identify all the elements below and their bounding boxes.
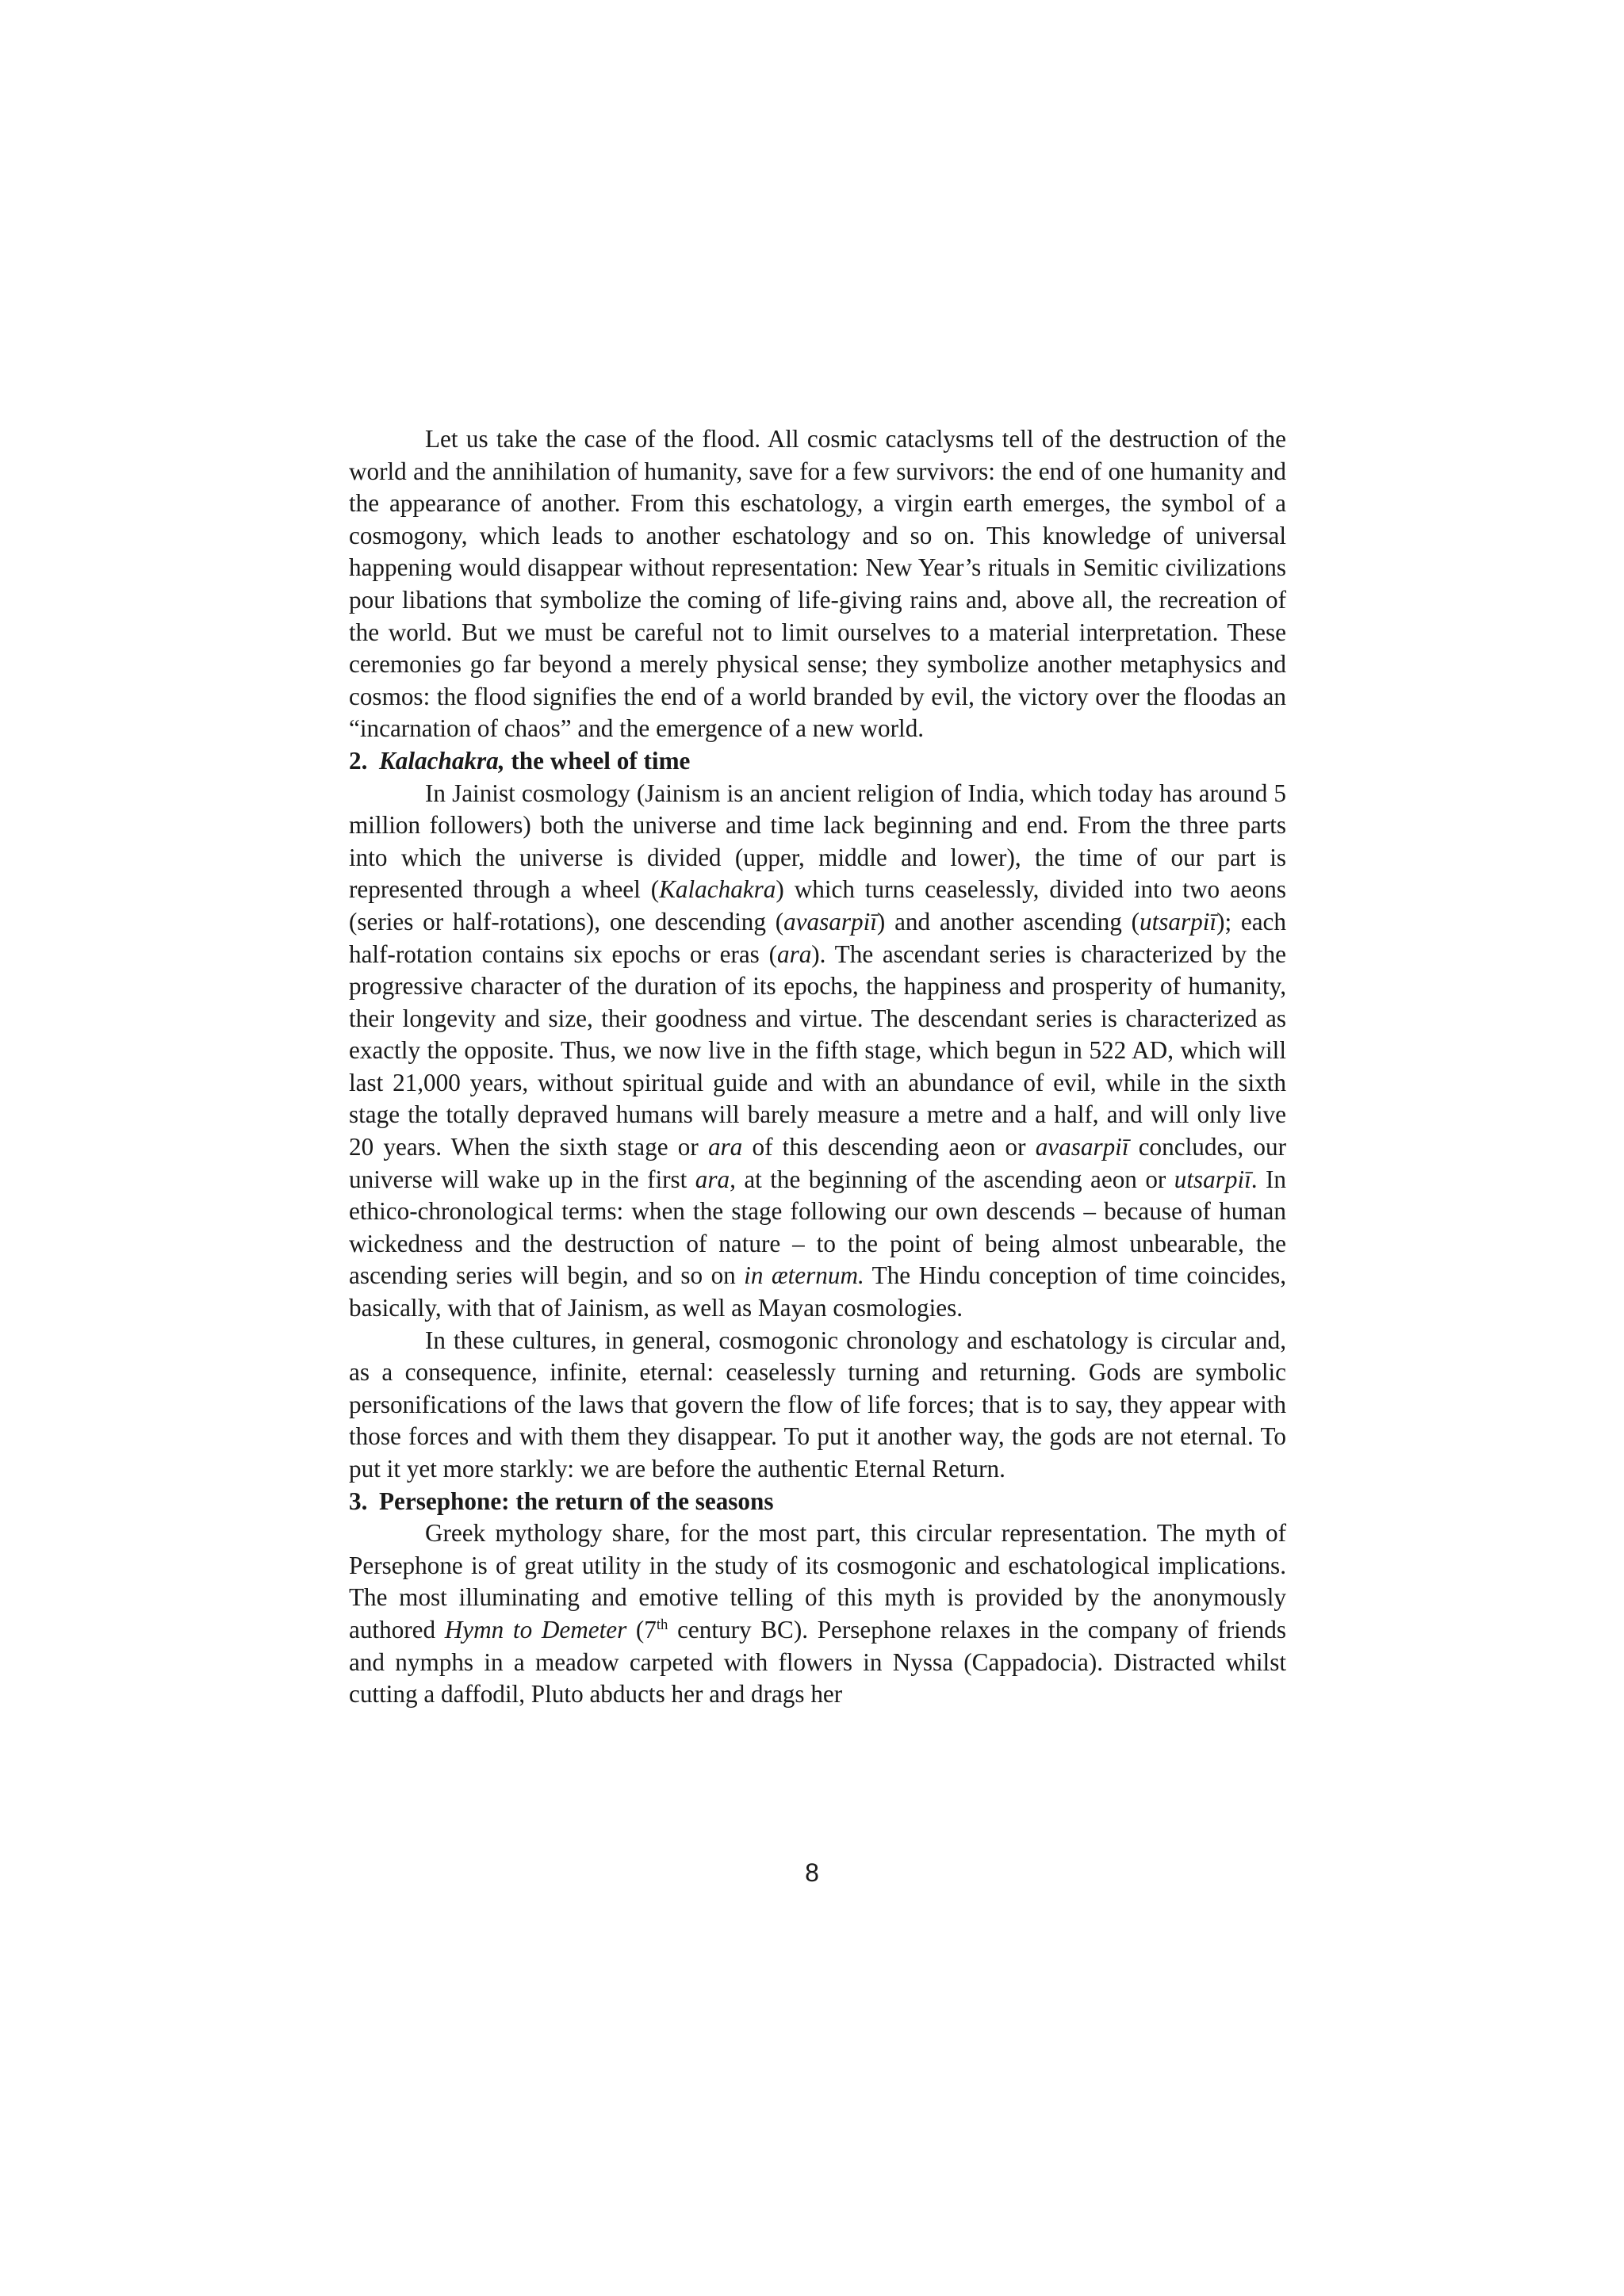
- section-heading-kalachakra: [349, 745, 1286, 778]
- paragraph-persephone-myth: [349, 1517, 1286, 1711]
- text-run: In Jainist cosmology (Jainism is an ancient religion of India, which today has around 5 million followers) both the universe and time lack beginning and end. From the three parts into which the universe is divided (upper, middle and lower), the time of our part is represented through a wheel (: [349, 779, 1286, 904]
- italic-term: avasarpiī: [783, 907, 877, 936]
- page-number: 8: [805, 1858, 819, 1887]
- italic-term: avasarpiī: [1035, 1133, 1129, 1161]
- section-number: 3.: [349, 1487, 368, 1515]
- italic-term: ara: [707, 1133, 743, 1161]
- text-run: at the beginning of the ascending aeon or: [735, 1165, 1174, 1193]
- body-text: [349, 423, 1286, 1711]
- section-title: the wheel of time: [504, 746, 691, 775]
- text-run: of this descending aeon or: [742, 1133, 1036, 1161]
- paragraph-flood: Let us take the case of the flood. All cosmic cataclysms tell of the destruction of the world and the annihilation of humanity, save for a few survivors: the end of one humanity and the appearance of another. From this eschatology, a virgin earth emerges, the symbol of a cosmogony, which leads to another eschatology and so on. This knowledge of universal happening would disappear without representation: New Year’s rituals in Semitic civilizations pour libations that symbolize the coming of life-giving rains and, above all, the recreation of the world. But we must be careful not to limit ourselves to a material interpretation. These ceremonies go far beyond a merely physical sense; they symbolize another metaphysics and cosmos: the flood signifies the end of a world branded by evil, the victory over the floodas an “incarnation of chaos” and the emergence of a new world.: [349, 425, 1286, 743]
- italic-term: in æternum.: [744, 1261, 864, 1290]
- section-title: Persephone: the return of the seasons: [379, 1487, 774, 1515]
- text-run: ); each half-rotation contains six epochs or eras (: [349, 907, 1286, 968]
- italic-term: Kalachakra: [659, 875, 776, 904]
- text-run: The Hindu conception of time coincides, basically, with that of Jainism, as well as Mayan cosmologies.: [349, 1261, 1287, 1322]
- section-title-italic: Kalachakra,: [379, 746, 505, 775]
- text-run: (7: [626, 1615, 657, 1644]
- section-heading-persephone: [349, 1486, 1286, 1518]
- section-number: 2.: [349, 746, 368, 775]
- superscript: th: [656, 1616, 668, 1633]
- italic-term: utsarpiī: [1139, 907, 1217, 936]
- text-run: ) which turns ceaselessly, divided into two aeons (series or half-rotations), one descending (: [349, 875, 1286, 936]
- italic-term: ara,: [695, 1165, 736, 1193]
- paragraph-jainist-cosmology: [349, 778, 1286, 1325]
- italic-term: ara: [776, 939, 812, 968]
- text-run: concludes, our universe will wake up in the first: [349, 1133, 1286, 1193]
- italic-term: utsarpiī: [1174, 1165, 1251, 1193]
- text-run: century BC). Persephone relaxes in the company of friends and nymphs in a meadow carpeted with flowers in Nyssa (Cappadocia). Distracted whilst cutting a daffodil, Pluto abducts her and drags her: [349, 1615, 1286, 1709]
- text-run: ). The ascendant series is characterized by the progressive character of the duration of its epochs, the happiness and prosperity of humanity, their longevity and size, their goodness and virtue. The descendant series is characterized as exactly the opposite. Thus, we now live in the fifth stage, which begun in 522 AD, which will last 21,000 years, without spiritual guide and with an abundance of evil, while in the sixth stage the totally depraved humans will barely measure a metre and a half, and will only live 20 years. When the sixth stage or: [349, 939, 1286, 1161]
- text-run: . In ethico-chronological terms: when the stage following our own descends – because of human wickedness and the destruction of nature – to the point of being almost unbearable, the ascending series will begin, and so on: [349, 1165, 1287, 1290]
- text-run: Greek mythology share, for the most part, this circular representation. The myth of Persephone is of great utility in the study of its cosmogonic and eschatological implications. The most illuminating and emotive telling of this myth is provided by the anonymously authored: [349, 1519, 1286, 1644]
- text-run: ) and another ascending (: [876, 907, 1139, 936]
- italic-title: Hymn to Demeter: [444, 1615, 627, 1644]
- paragraph-circular-chronology: In these cultures, in general, cosmogonic chronology and eschatology is circular and, as a consequence, infinite, eternal: ceaselessly turning and returning. Gods are symbolic personifications of the laws that govern the flow of life forces; that is to say, they appear with those forces and with them they disappear. To put it another way, the gods are not eternal. To put it yet more starkly: we are before the authentic Eternal Return.: [349, 1326, 1286, 1483]
